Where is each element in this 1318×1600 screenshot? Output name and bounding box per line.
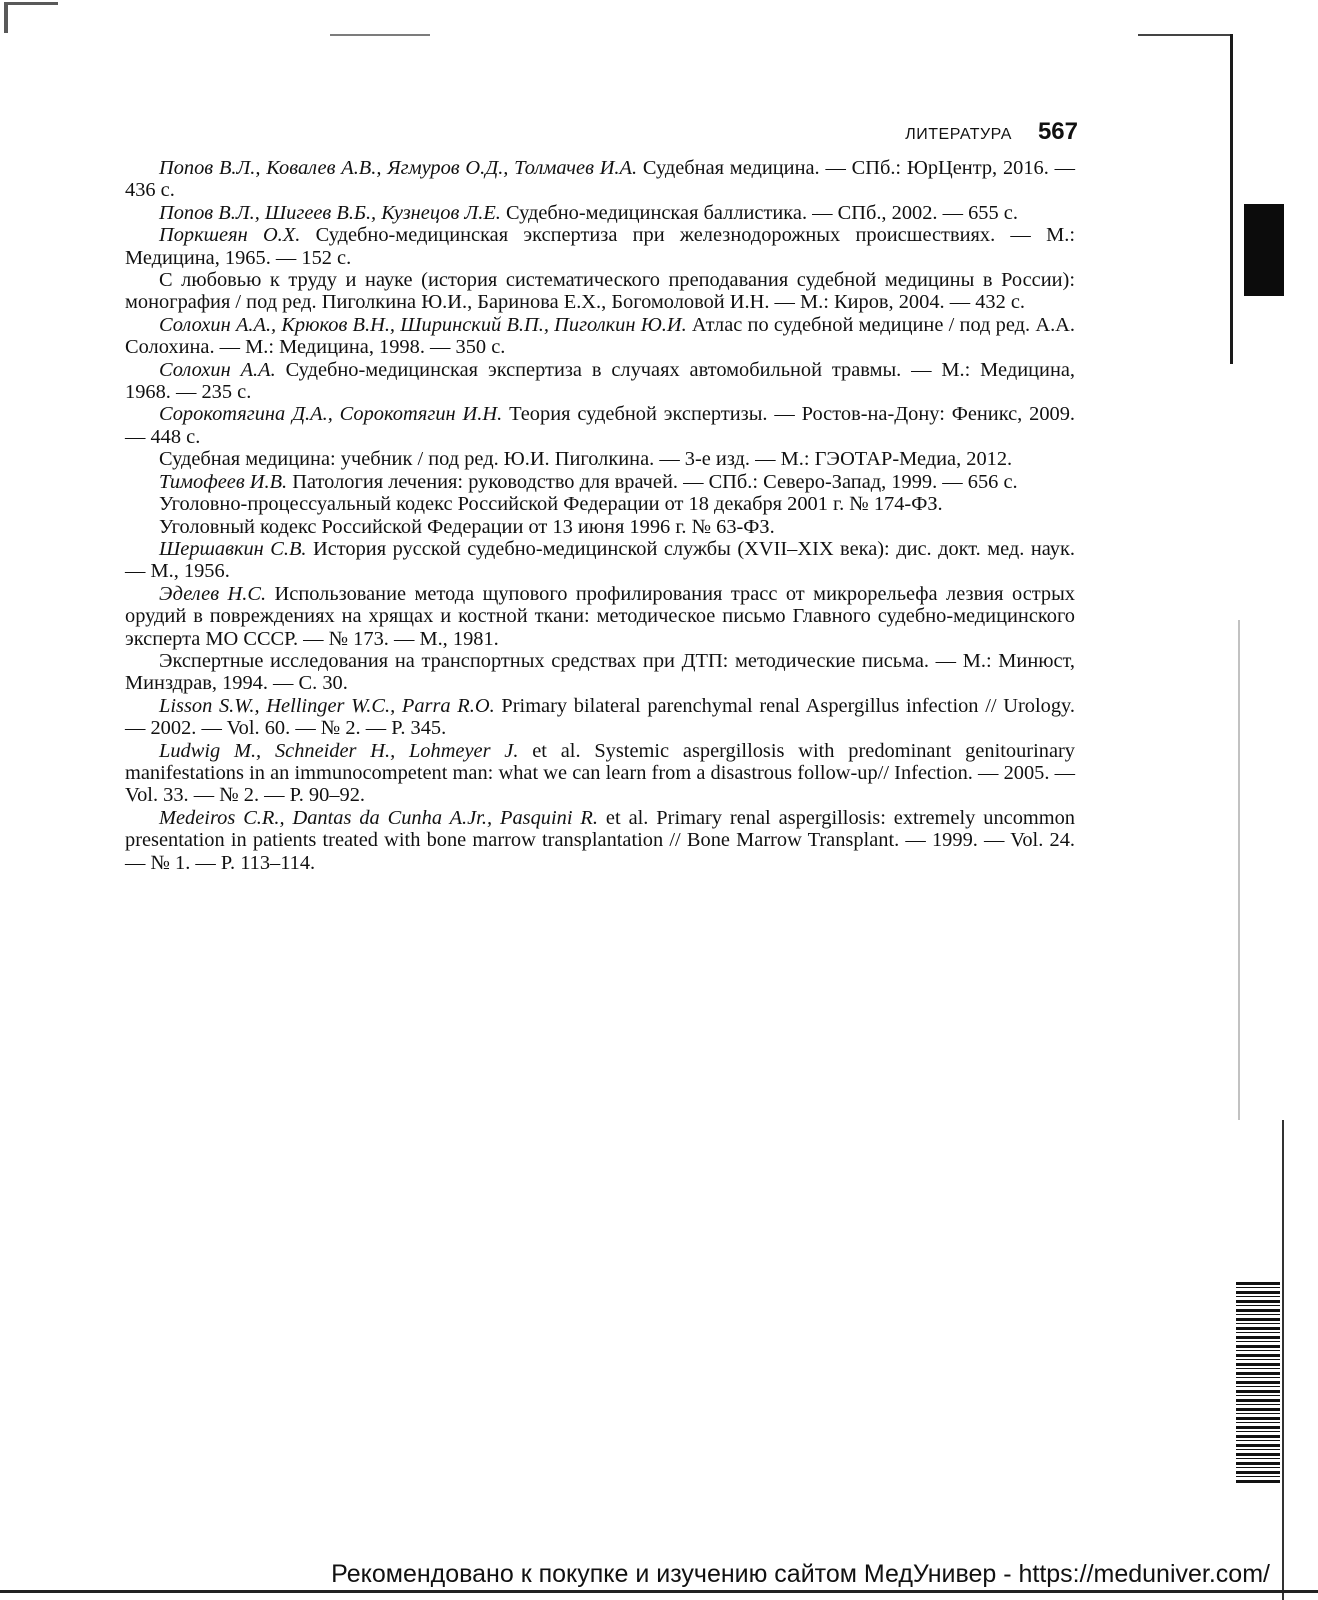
scan-artifact-thumb-tab (1244, 204, 1284, 296)
reference-authors: Попов В.Л., Ковалев А.В., Ягмуров О.Д., Толмачев И.А. (159, 157, 638, 179)
reference-authors: Сорокотягина Д.А., Сорокотягин И.Н. (159, 403, 503, 426)
reference-item (125, 695, 1075, 740)
reference-text: et al. Primary renal aspergillosis: extremely uncommon presentation in patients treated with bone marrow transplantation // Bone Marrow Transplant. — 1999. — Vol. 24. — № 1. — P. 113–114. (125, 806, 1075, 874)
reference-item (125, 471, 1075, 493)
page-number: 567 (1037, 118, 1078, 145)
reference-authors: Ludwig M., Schneider H., Lohmeyer J. (159, 739, 519, 762)
reference-authors: Lisson S.W., Hellinger W.C., Parra R.O. (159, 694, 495, 717)
reference-text: Primary bilateral parenchymal renal Aspergillus infection // Urology. — 2002. — Vol. 60. — № 2. — P. 345. (125, 694, 1075, 740)
scan-artifact-right-rule (1230, 34, 1233, 364)
reference-authors: Поркшеян О.Х. (159, 224, 301, 247)
reference-item (125, 157, 1075, 202)
reference-item (125, 202, 1075, 224)
reference-item (125, 583, 1075, 650)
reference-authors: Тимофеев И.В. (159, 470, 288, 493)
reference-text: Патология лечения: руководство для врачей. — СПб.: Северо-Запад, 1999. — 656 с. (287, 470, 1018, 493)
reference-text: История русской судебно-медицинской службы (XVII–XIX века): дис. докт. мед. наук. — М., 1956. (125, 537, 1075, 583)
scan-artifact-barcode (1236, 1282, 1280, 1484)
reference-text: Уголовный кодекс Российской Федерации от 13 июня 1996 г. № 63-ФЗ. (159, 515, 775, 538)
reference-text: С любовью к труду и науке (история систематического преподавания судебной медицины в России): монография / под ред. Пиголкина Ю.И., Баринова Е.Х., Богомоловой И.Н. — М.: Киров, 2004. — 432 с. (125, 269, 1075, 314)
reference-item (125, 359, 1075, 404)
reference-text: Уголовно-процессуальный кодекс Российской Федерации от 18 декабря 2001 г. № 174-ФЗ. (159, 493, 943, 516)
reference-text: Судебно-медицинская баллистика. — СПб., 2002. — 655 с. (500, 201, 1018, 224)
section-title: ЛИТЕРАТУРА (905, 126, 1012, 143)
reference-list (125, 157, 1075, 874)
reference-text: Судебно-медицинская экспертиза в случаях автомобильной травмы. — М.: Медицина, 1968. — 235 с. (125, 358, 1075, 404)
reference-text: Экспертные исследования на транспортных средствах при ДТП: методические письма. — М.: Минюст, Минздрав, 1994. — С. 30. (125, 649, 1075, 695)
reference-authors: Medeiros C.R., Dantas da Cunha A.Jr., Pasquini R. (159, 806, 598, 829)
reference-item (125, 269, 1075, 314)
reference-text: Теория судебной экспертизы. — Ростов-на-Дону: Феникс, 2009. — 448 с. (125, 403, 1076, 448)
reference-text: Судебная медицина. — СПб.: ЮрЦентр, 2016. — 436 с. (125, 157, 1075, 202)
reference-item (125, 538, 1075, 583)
reference-item (125, 314, 1075, 359)
reference-item (125, 650, 1075, 695)
reference-text: Использование метода щупового профилирования трасс от микрорельефа лезвия острых орудий в повреждениях на хрящах и костной ткани: методическое письмо Главного судебно-медицинского эксперта МО СССР. — № 173. — М., 1981. (125, 582, 1075, 650)
reference-text: Судебно-медицинская экспертиза при железнодорожных происшествиях. — М.: Медицина, 1965. — 152 с. (125, 224, 1075, 269)
scan-artifact-bottom-line (0, 1590, 1318, 1593)
reference-item (125, 403, 1075, 448)
reference-text: Судебная медицина: учебник / под ред. Ю.И. Пиголкина. — 3-е изд. — М.: ГЭОТАР-Медиа, 2012. (159, 448, 1013, 471)
reference-item (125, 740, 1075, 807)
scan-artifact-top-left (4, 2, 58, 33)
reference-authors: Солохин А.А. (159, 358, 276, 381)
reference-text: et al. Systemic aspergillosis with predominant genitourinary manifestations in an immunocompetent man: what we can learn from a disastrous follow-up// Infection. — 2005. — Vol. 33. — № 2. — P. 90–92. (125, 739, 1075, 807)
reference-item (125, 224, 1075, 269)
reference-authors: Шершавкин С.В. (159, 537, 307, 560)
reference-item (125, 448, 1075, 470)
scan-artifact-right-rule-top (1138, 34, 1232, 36)
reference-authors: Попов В.Л., Шигеев В.Б., Кузнецов Л.Е. (159, 201, 501, 224)
footer-recommendation: Рекомендовано к покупке и изучению сайтом МедУнивер - https://meduniver.com/ (331, 1560, 1270, 1588)
reference-item (125, 807, 1075, 874)
running-head (860, 118, 1078, 148)
reference-item (125, 493, 1075, 515)
reference-authors: Эделев Н.С. (159, 582, 267, 605)
reference-item (125, 516, 1075, 538)
scan-artifact-top-line (330, 34, 430, 36)
scan-artifact-right-rule-low (1238, 620, 1240, 1120)
reference-text: Атлас по судебной медицине / под ред. А.А. Солохина. — М.: Медицина, 1998. — 350 с. (125, 313, 1075, 359)
reference-authors: Солохин А.А., Крюков В.Н., Ширинский В.П., Пиголкин Ю.И. (159, 313, 687, 336)
scan-artifact-right-edge (1282, 1120, 1284, 1600)
